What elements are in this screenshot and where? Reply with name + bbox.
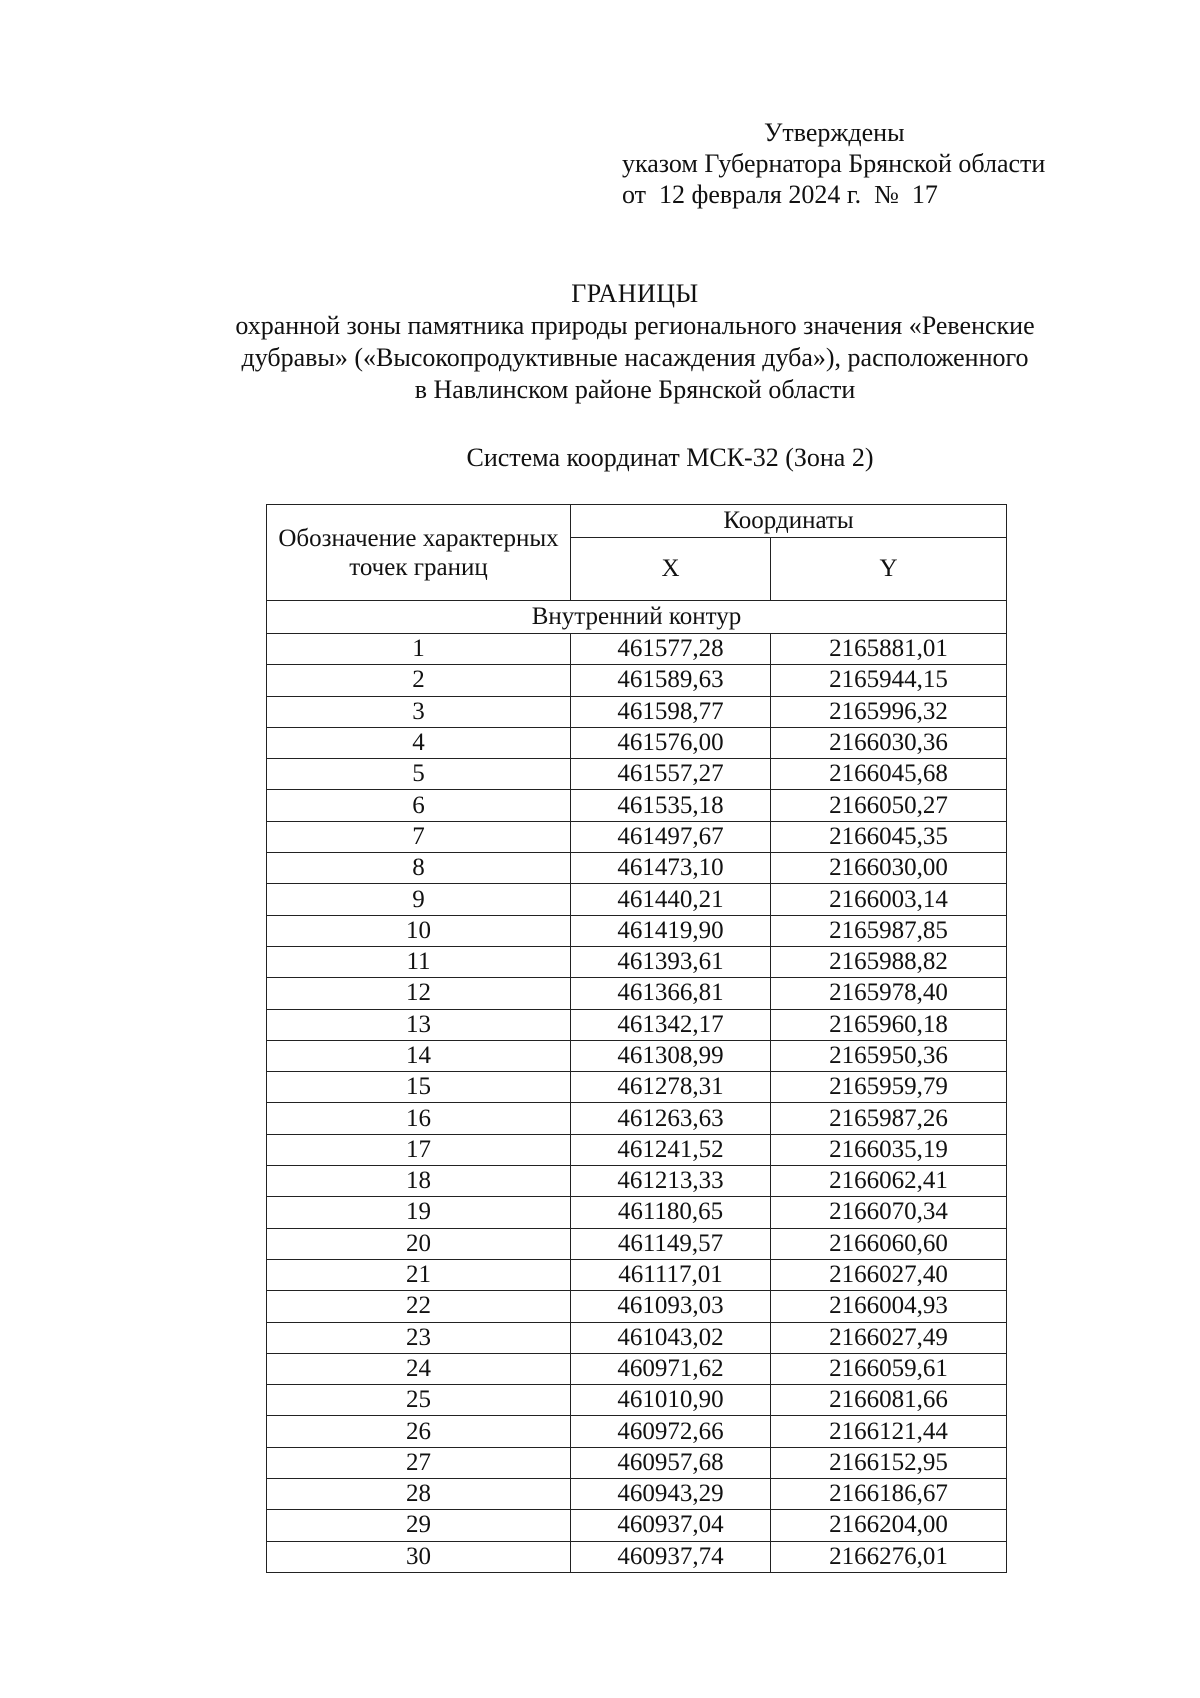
x-coordinate-cell: 461043,02 — [571, 1322, 771, 1353]
y-coordinate-cell: 2166030,00 — [771, 853, 1007, 884]
y-coordinate-cell: 2166003,14 — [771, 884, 1007, 915]
x-coordinate-cell: 461241,52 — [571, 1134, 771, 1165]
table-row — [267, 1447, 1007, 1478]
point-number-cell: 23 — [267, 1322, 571, 1353]
table-row — [267, 1197, 1007, 1228]
header-coordinates: Координаты — [571, 505, 1007, 538]
x-coordinate-cell: 461576,00 — [571, 727, 771, 758]
x-coordinate-cell: 461473,10 — [571, 853, 771, 884]
x-coordinate-cell: 460943,29 — [571, 1479, 771, 1510]
x-coordinate-cell: 461440,21 — [571, 884, 771, 915]
point-number-cell: 13 — [267, 1009, 571, 1040]
y-coordinate-cell: 2166059,61 — [771, 1353, 1007, 1384]
point-number-cell: 27 — [267, 1447, 571, 1478]
table-row — [267, 915, 1007, 946]
point-number-cell: 5 — [267, 759, 571, 790]
y-coordinate-cell: 2166152,95 — [771, 1447, 1007, 1478]
point-number-cell: 28 — [267, 1479, 571, 1510]
y-coordinate-cell: 2166027,40 — [771, 1259, 1007, 1290]
y-coordinate-cell: 2166276,01 — [771, 1541, 1007, 1572]
table-row — [267, 1510, 1007, 1541]
x-coordinate-cell: 461278,31 — [571, 1072, 771, 1103]
point-number-cell: 4 — [267, 727, 571, 758]
document-subtitle-line-2: дубравы» («Высокопродуктивные насаждения дуба»), расположенного — [241, 343, 1029, 372]
point-number-cell: 17 — [267, 1134, 571, 1165]
x-coordinate-cell: 461535,18 — [571, 790, 771, 821]
x-coordinate-cell: 461117,01 — [571, 1259, 771, 1290]
header-designation: Обозначение характерных точек границ — [267, 505, 571, 601]
point-number-cell: 2 — [267, 665, 571, 696]
document-heading: ГРАНИЦЫ — [571, 279, 699, 308]
table-row — [267, 1259, 1007, 1290]
table-row — [267, 978, 1007, 1009]
point-number-cell: 10 — [267, 915, 571, 946]
table-row — [267, 1416, 1007, 1447]
x-coordinate-cell: 461497,67 — [571, 821, 771, 852]
x-coordinate-cell: 461149,57 — [571, 1228, 771, 1259]
approval-block — [622, 117, 1045, 210]
y-coordinate-cell: 2166050,27 — [771, 790, 1007, 821]
x-coordinate-cell: 460957,68 — [571, 1447, 771, 1478]
y-coordinate-cell: 2166204,00 — [771, 1510, 1007, 1541]
header-x: X — [571, 538, 771, 601]
approval-authority: указом Губернатора Брянской области — [622, 149, 1046, 178]
point-number-cell: 9 — [267, 884, 571, 915]
x-coordinate-cell: 461419,90 — [571, 915, 771, 946]
y-coordinate-cell: 2166081,66 — [771, 1385, 1007, 1416]
document-subtitle-line-1: охранной зоны памятника природы регионального значения «Ревенские — [235, 311, 1035, 340]
point-number-cell: 25 — [267, 1385, 571, 1416]
point-number-cell: 3 — [267, 696, 571, 727]
y-coordinate-cell: 2165987,26 — [771, 1103, 1007, 1134]
x-coordinate-cell: 460937,04 — [571, 1510, 771, 1541]
y-coordinate-cell: 2165987,85 — [771, 915, 1007, 946]
table-row — [267, 1385, 1007, 1416]
table-row — [267, 696, 1007, 727]
y-coordinate-cell: 2166045,68 — [771, 759, 1007, 790]
point-number-cell: 30 — [267, 1541, 571, 1572]
y-coordinate-cell: 2165944,15 — [771, 665, 1007, 696]
x-coordinate-cell: 461366,81 — [571, 978, 771, 1009]
point-number-cell: 19 — [267, 1197, 571, 1228]
y-coordinate-cell: 2166070,34 — [771, 1197, 1007, 1228]
approval-date-number: от 12 февраля 2024 г. № 17 — [622, 180, 938, 209]
x-coordinate-cell: 461308,99 — [571, 1040, 771, 1071]
y-coordinate-cell: 2165960,18 — [771, 1009, 1007, 1040]
y-coordinate-cell: 2165881,01 — [771, 634, 1007, 665]
point-number-cell: 26 — [267, 1416, 571, 1447]
x-coordinate-cell: 461180,65 — [571, 1197, 771, 1228]
table-row — [267, 1353, 1007, 1384]
table-row — [267, 884, 1007, 915]
x-coordinate-cell: 461342,17 — [571, 1009, 771, 1040]
table-row — [267, 853, 1007, 884]
x-coordinate-cell: 461577,28 — [571, 634, 771, 665]
point-number-cell: 6 — [267, 790, 571, 821]
table-row — [267, 665, 1007, 696]
y-coordinate-cell: 2165959,79 — [771, 1072, 1007, 1103]
table-row — [267, 759, 1007, 790]
point-number-cell: 15 — [267, 1072, 571, 1103]
x-coordinate-cell: 460971,62 — [571, 1353, 771, 1384]
table-row — [267, 1072, 1007, 1103]
table-row — [267, 1134, 1007, 1165]
y-coordinate-cell: 2165978,40 — [771, 978, 1007, 1009]
y-coordinate-cell: 2166035,19 — [771, 1134, 1007, 1165]
point-number-cell: 11 — [267, 946, 571, 977]
table-row — [267, 1166, 1007, 1197]
x-coordinate-cell: 461589,63 — [571, 665, 771, 696]
x-coordinate-cell: 461263,63 — [571, 1103, 771, 1134]
y-coordinate-cell: 2166027,49 — [771, 1322, 1007, 1353]
table-row — [267, 1322, 1007, 1353]
table-row — [267, 1040, 1007, 1071]
y-coordinate-cell: 2165988,82 — [771, 946, 1007, 977]
x-coordinate-cell: 461393,61 — [571, 946, 771, 977]
point-number-cell: 8 — [267, 853, 571, 884]
point-number-cell: 21 — [267, 1259, 571, 1290]
table-row — [267, 727, 1007, 758]
x-coordinate-cell: 461010,90 — [571, 1385, 771, 1416]
table-row — [267, 1291, 1007, 1322]
table-row — [267, 1009, 1007, 1040]
y-coordinate-cell: 2166121,44 — [771, 1416, 1007, 1447]
header-y: Y — [771, 538, 1007, 601]
x-coordinate-cell: 461557,27 — [571, 759, 771, 790]
y-coordinate-cell: 2166004,93 — [771, 1291, 1007, 1322]
point-number-cell: 12 — [267, 978, 571, 1009]
point-number-cell: 18 — [267, 1166, 571, 1197]
table-row — [267, 790, 1007, 821]
point-number-cell: 14 — [267, 1040, 571, 1071]
y-coordinate-cell: 2165996,32 — [771, 696, 1007, 727]
table-row — [267, 821, 1007, 852]
y-coordinate-cell: 2166186,67 — [771, 1479, 1007, 1510]
table-row — [267, 1228, 1007, 1259]
table-row — [267, 634, 1007, 665]
point-number-cell: 29 — [267, 1510, 571, 1541]
y-coordinate-cell: 2165950,36 — [771, 1040, 1007, 1071]
document-subtitle-line-3: в Навлинском районе Брянской области — [414, 375, 856, 404]
coordinate-system-label: Система координат МСК-32 (Зона 2) — [466, 443, 874, 472]
point-number-cell: 16 — [267, 1103, 571, 1134]
x-coordinate-cell: 461213,33 — [571, 1166, 771, 1197]
point-number-cell: 22 — [267, 1291, 571, 1322]
approval-title: Утверждены — [764, 118, 905, 147]
point-number-cell: 24 — [267, 1353, 571, 1384]
point-number-cell: 1 — [267, 634, 571, 665]
x-coordinate-cell: 460972,66 — [571, 1416, 771, 1447]
table-row — [267, 1479, 1007, 1510]
coordinates-table — [266, 504, 1007, 1573]
y-coordinate-cell: 2166030,36 — [771, 727, 1007, 758]
x-coordinate-cell: 461598,77 — [571, 696, 771, 727]
x-coordinate-cell: 461093,03 — [571, 1291, 771, 1322]
point-number-cell: 7 — [267, 821, 571, 852]
section-label: Внутренний контур — [267, 601, 1007, 634]
table-row — [267, 1541, 1007, 1572]
point-number-cell: 20 — [267, 1228, 571, 1259]
y-coordinate-cell: 2166062,41 — [771, 1166, 1007, 1197]
table-row — [267, 1103, 1007, 1134]
section-row — [267, 601, 1007, 634]
y-coordinate-cell: 2166060,60 — [771, 1228, 1007, 1259]
table-row — [267, 946, 1007, 977]
document-title — [160, 278, 1110, 406]
y-coordinate-cell: 2166045,35 — [771, 821, 1007, 852]
x-coordinate-cell: 460937,74 — [571, 1541, 771, 1572]
